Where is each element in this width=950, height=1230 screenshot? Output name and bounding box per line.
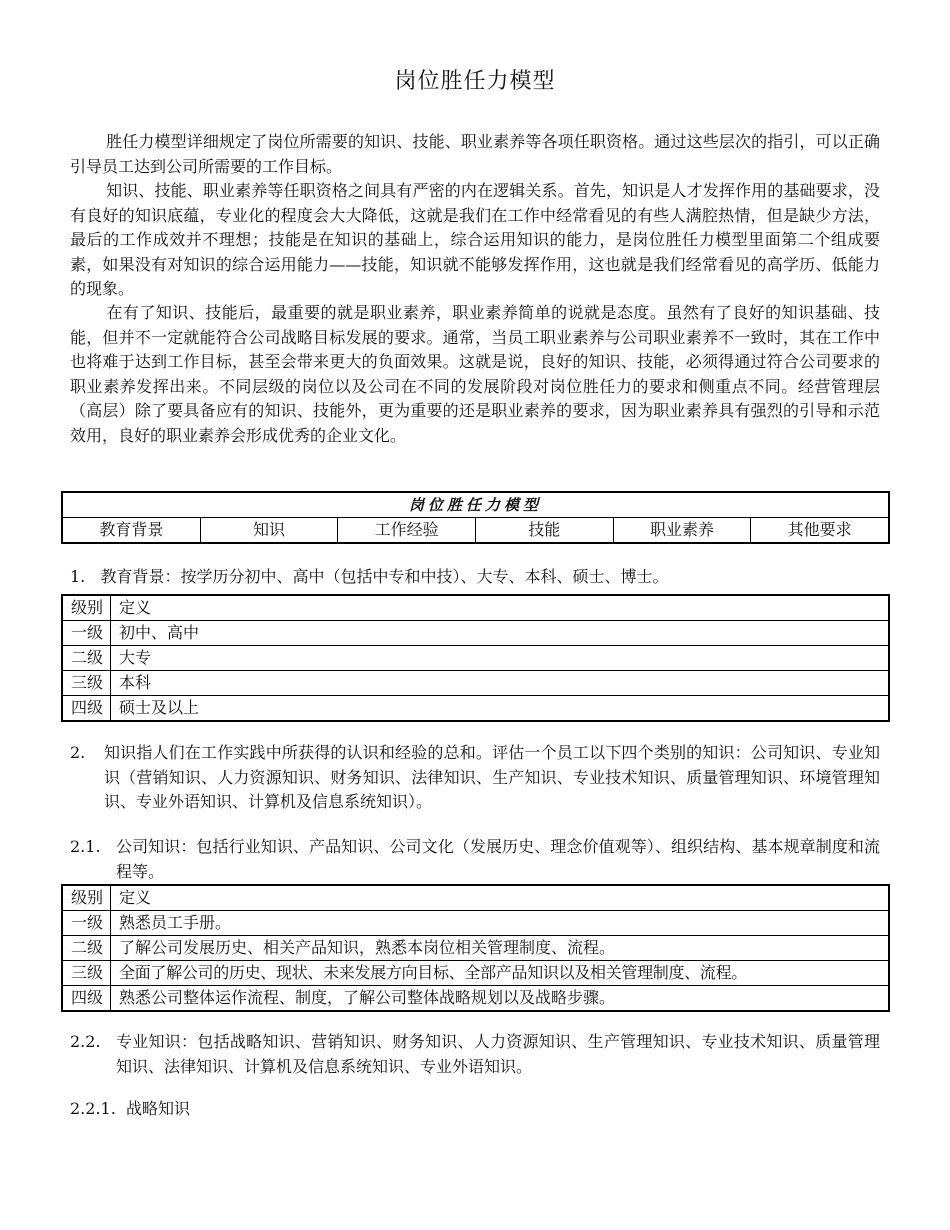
model-col-other: 其他要求 xyxy=(751,518,889,543)
section-number: 2.2.1. xyxy=(70,1099,116,1118)
model-col-experience: 工作经验 xyxy=(338,518,476,543)
model-col-knowledge: 知识 xyxy=(200,518,338,543)
section-number: 2.1. xyxy=(70,837,101,856)
table-row: 二级 了解公司发展历史、相关产品知识，熟悉本岗位相关管理制度、流程。 xyxy=(63,936,889,961)
table-row: 一级 熟悉员工手册。 xyxy=(63,911,889,936)
section-2-2-paragraph: 2.2. 专业知识：包括战略知识、营销知识、财务知识、人力资源知识、生产管理知识、专业技术知识、质量管理知识、法律知识、计算机及信息系统知识、专业外语知识。 xyxy=(70,1032,880,1076)
model-table-title: 岗位胜任力模型 xyxy=(63,493,889,518)
company-knowledge-table xyxy=(61,884,890,1012)
competency-model-table xyxy=(61,491,890,544)
table-row: 四级 硕士及以上 xyxy=(63,696,889,721)
education-level-table xyxy=(61,594,890,722)
table-header-definition: 定义 xyxy=(111,886,889,911)
section-2-2-1-heading: 2.2.1. 战略知识 xyxy=(70,1099,190,1118)
model-col-professionalism: 职业素养 xyxy=(613,518,751,543)
section-1-heading: 1. 教育背景：按学历分初中、高中（包括中专和中技）、大专、本科、硕士、博士。 xyxy=(70,567,669,586)
table-header-level: 级别 xyxy=(63,596,111,621)
intro-paragraph-2: 知识、技能、职业素养等任职资格之间具有严密的内在逻辑关系。首先，知识是人才发挥作用的基础要求，没有良好的知识底蕴，专业化的程度会大大降低，这就是我们在工作中经常看见的有些人满腔热情，但是缺少方法，最后的工作成效并不理想；技能是在知识的基础上，综合运用知识的能力，是岗位胜任力模型里面第二个组成要素，如果没有对知识的综合运用能力——技能，知识就不能够发挥作用，这也就是我们经常看见的高学历、低能力的现象。 xyxy=(70,181,880,298)
section-2-paragraph: 2. 知识指人们在工作实践中所获得的认识和经验的总和。评估一个员工以下四个类别的知识：公司知识、专业知识（营销知识、人力资源知识、财务知识、法律知识、生产知识、专业技术知识、质量管理知识、环境管理知识、专业外语知识、计算机及信息系统知识）。 xyxy=(70,743,880,811)
section-number: 2. xyxy=(70,743,86,762)
table-row: 一级 初中、高中 xyxy=(63,621,889,646)
table-row: 三级 本科 xyxy=(63,671,889,696)
page-title: 岗位胜任力模型 xyxy=(394,69,556,94)
model-col-education: 教育背景 xyxy=(63,518,201,543)
table-row: 四级 熟悉公司整体运作流程、制度，了解公司整体战略规划以及战略步骤。 xyxy=(63,986,889,1011)
table-header-definition: 定义 xyxy=(111,596,889,621)
section-number: 1. xyxy=(70,567,86,586)
table-row: 二级 大专 xyxy=(63,646,889,671)
section-number: 2.2. xyxy=(70,1032,101,1051)
intro-paragraph-3: 在有了知识、技能后，最重要的就是职业素养，职业素养简单的说就是态度。虽然有了良好的知识基础、技能，但并不一定就能符合公司战略目标发展的要求。通常，当员工职业素养与公司职业素养不一致时，其在工作中也将难于达到工作目标，甚至会带来更大的负面效果。这就是说，良好的知识、技能，必须得通过符合公司要求的职业素养发挥出来。不同层级的岗位以及公司在不同的发展阶段对岗位胜任力的要求和侧重点不同。经营管理层（高层）除了要具备应有的知识、技能外，更为重要的还是职业素养的要求，因为职业素养具有强烈的引导和示范效用，良好的职业素养会形成优秀的企业文化。 xyxy=(70,303,880,445)
section-2-1-paragraph: 2.1. 公司知识：包括行业知识、产品知识、公司文化（发展历史、理念价值观等）、组织结构、基本规章制度和流程等。 xyxy=(70,837,880,881)
model-col-skills: 技能 xyxy=(475,518,613,543)
table-header-level: 级别 xyxy=(63,886,111,911)
intro-paragraph-1: 胜任力模型详细规定了岗位所需要的知识、技能、职业素养等各项任职资格。通过这些层次的指引，可以正确引导员工达到公司所需要的工作目标。 xyxy=(70,132,880,176)
table-row: 三级 全面了解公司的历史、现状、未来发展方向目标、全部产品知识以及相关管理制度、流程。 xyxy=(63,961,889,986)
